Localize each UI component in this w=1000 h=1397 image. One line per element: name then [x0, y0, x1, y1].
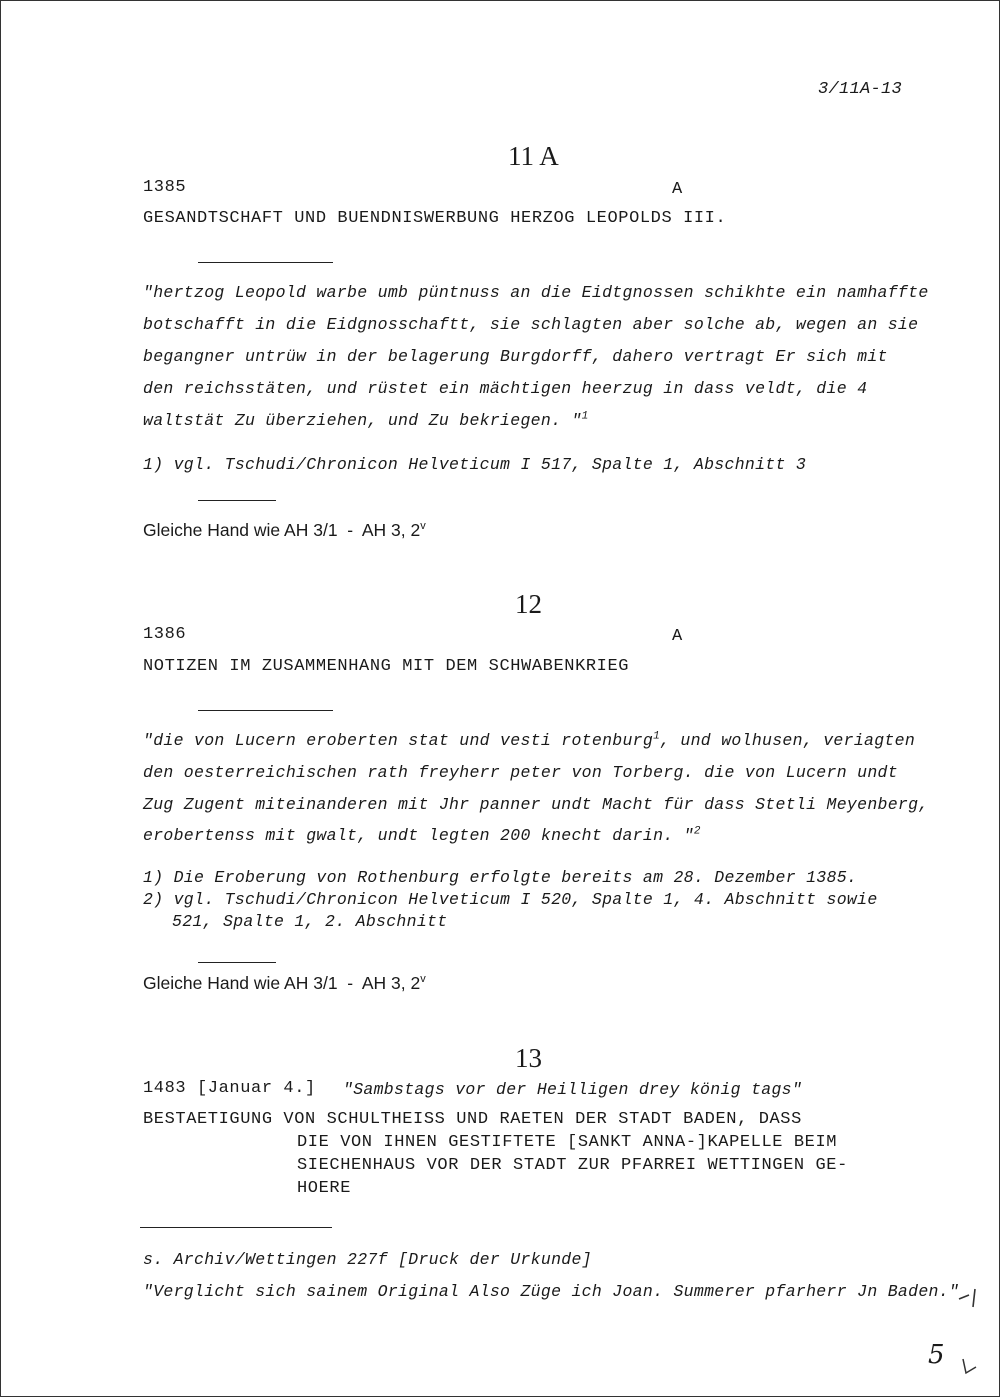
entry-11a-rule	[198, 262, 333, 263]
entry-12-hand-sup: v	[420, 973, 426, 986]
entry-12-hand-note	[143, 973, 426, 994]
entry-11a-quote-line: botschafft in die Eidgnosschaftt, sie schlagten aber solche ab, wegen an sie	[143, 315, 919, 334]
entry-11a-hand-note	[143, 520, 426, 541]
entry-12-number: 12	[515, 589, 542, 619]
page-reference: 3/11A-13	[818, 80, 903, 99]
entry-12-title: NOTIZEN IM ZUSAMMENHANG MIT DEM SCHWABENKRIEG	[143, 657, 630, 676]
entry-11a-quote-line: begangner untrüw in der belagerung Burgdorff, dahero vertragt Er sich mit	[143, 347, 888, 366]
entry-12-quote-line-last	[143, 826, 701, 845]
entry-12-quote-line: den oesterreichischen rath freyherr peter von Torberg. die von Lucern undt	[143, 763, 898, 782]
entry-12-year: 1386	[143, 625, 187, 644]
entry-13-rule	[140, 1227, 332, 1228]
handwritten-tick-icon	[955, 1285, 985, 1313]
entry-11a-hand-sup: v	[420, 520, 426, 533]
entry-11a-type: A	[672, 180, 683, 199]
entry-12-hand-text: Gleiche Hand wie AH 3/1 - AH 3, 2	[143, 973, 421, 993]
entry-13-number: 13	[515, 1043, 542, 1073]
entry-12-footnote: 1) Die Eroberung von Rothenburg erfolgte bereits am 28. Dezember 1385.	[143, 868, 858, 887]
entry-13-title-line: SIECHENHAUS VOR DER STADT ZUR PFARREI WETTINGEN GE-	[297, 1156, 848, 1175]
handwritten-page-mark: 5	[928, 1340, 945, 1370]
entry-11a-title: GESANDTSCHAFT UND BUENDNISWERBUNG HERZOG LEOPOLDS III.	[143, 209, 727, 228]
entry-11a-quote-sup: 1	[581, 410, 589, 423]
entry-12-rule	[198, 710, 333, 711]
entry-11a-quote-line: "hertzog Leopold warbe umb püntnuss an die Eidtgnossen schikhte ein namhaffte	[143, 283, 929, 302]
entry-13-date: 1483 [Januar 4.]	[143, 1079, 316, 1098]
entry-12-quote-line-first	[143, 731, 915, 750]
entry-11a-quote-line-last	[143, 411, 589, 430]
entry-11a-number: 11 A	[508, 141, 559, 171]
entry-12-quote-line: Zug Zugent miteinanderen mit Jhr panner undt Macht für dass Stetli Meyenberg,	[143, 795, 929, 814]
entry-13-title-line: HOERE	[297, 1179, 352, 1198]
handwritten-check-icon	[960, 1355, 980, 1377]
entry-13-title-line: DIE VON IHNEN GESTIFTETE [SANKT ANNA-]KAPELLE BEIM	[297, 1133, 838, 1152]
entry-11a-year: 1385	[143, 178, 187, 197]
entry-11a-quote-text: waltstät Zu überziehen, und Zu bekriegen. "	[143, 411, 582, 430]
entry-13-source: s. Archiv/Wettingen 227f [Druck der Urkunde]	[143, 1250, 592, 1269]
entry-12-type: A	[672, 627, 683, 646]
entry-11a-quote-line: den reichsstäten, und rüstet ein mächtigen heerzug in dass veldt, die 4	[143, 379, 868, 398]
entry-11a-footnote: 1) vgl. Tschudi/Chronicon Helveticum I 517, Spalte 1, Abschnitt 3	[143, 455, 807, 474]
entry-12-footnote: 2) vgl. Tschudi/Chronicon Helveticum I 520, Spalte 1, 4. Abschnitt sowie	[143, 890, 878, 909]
entry-12-rule-2	[198, 962, 276, 963]
entry-13-closing-quote: "Verglicht sich sainem Original Also Züge ich Joan. Summerer pfarherr Jn Baden."	[143, 1282, 960, 1301]
entry-13-date-quote: "Sambstags vor der Heilligen drey könig tags"	[343, 1080, 803, 1099]
entry-12-quote-text-a: "die von Lucern eroberten stat und vesti rotenburg	[143, 731, 654, 750]
entry-12-quote-text: erobertenss mit gwalt, undt legten 200 knecht darin. "	[143, 826, 694, 845]
entry-11a-hand-text: Gleiche Hand wie AH 3/1 - AH 3, 2	[143, 520, 421, 540]
entry-12-quote-text-b: , und wolhusen, veriagten	[660, 731, 916, 750]
entry-11a-rule-2	[198, 500, 276, 501]
entry-12-quote-sup-1: 1	[653, 730, 660, 743]
entry-12-footnote: 521, Spalte 1, 2. Abschnitt	[172, 912, 448, 931]
entry-13-title-line: BESTAETIGUNG VON SCHULTHEISS UND RAETEN DER STADT BADEN, DASS	[143, 1110, 802, 1129]
entry-12-quote-sup-2: 2	[693, 825, 701, 838]
